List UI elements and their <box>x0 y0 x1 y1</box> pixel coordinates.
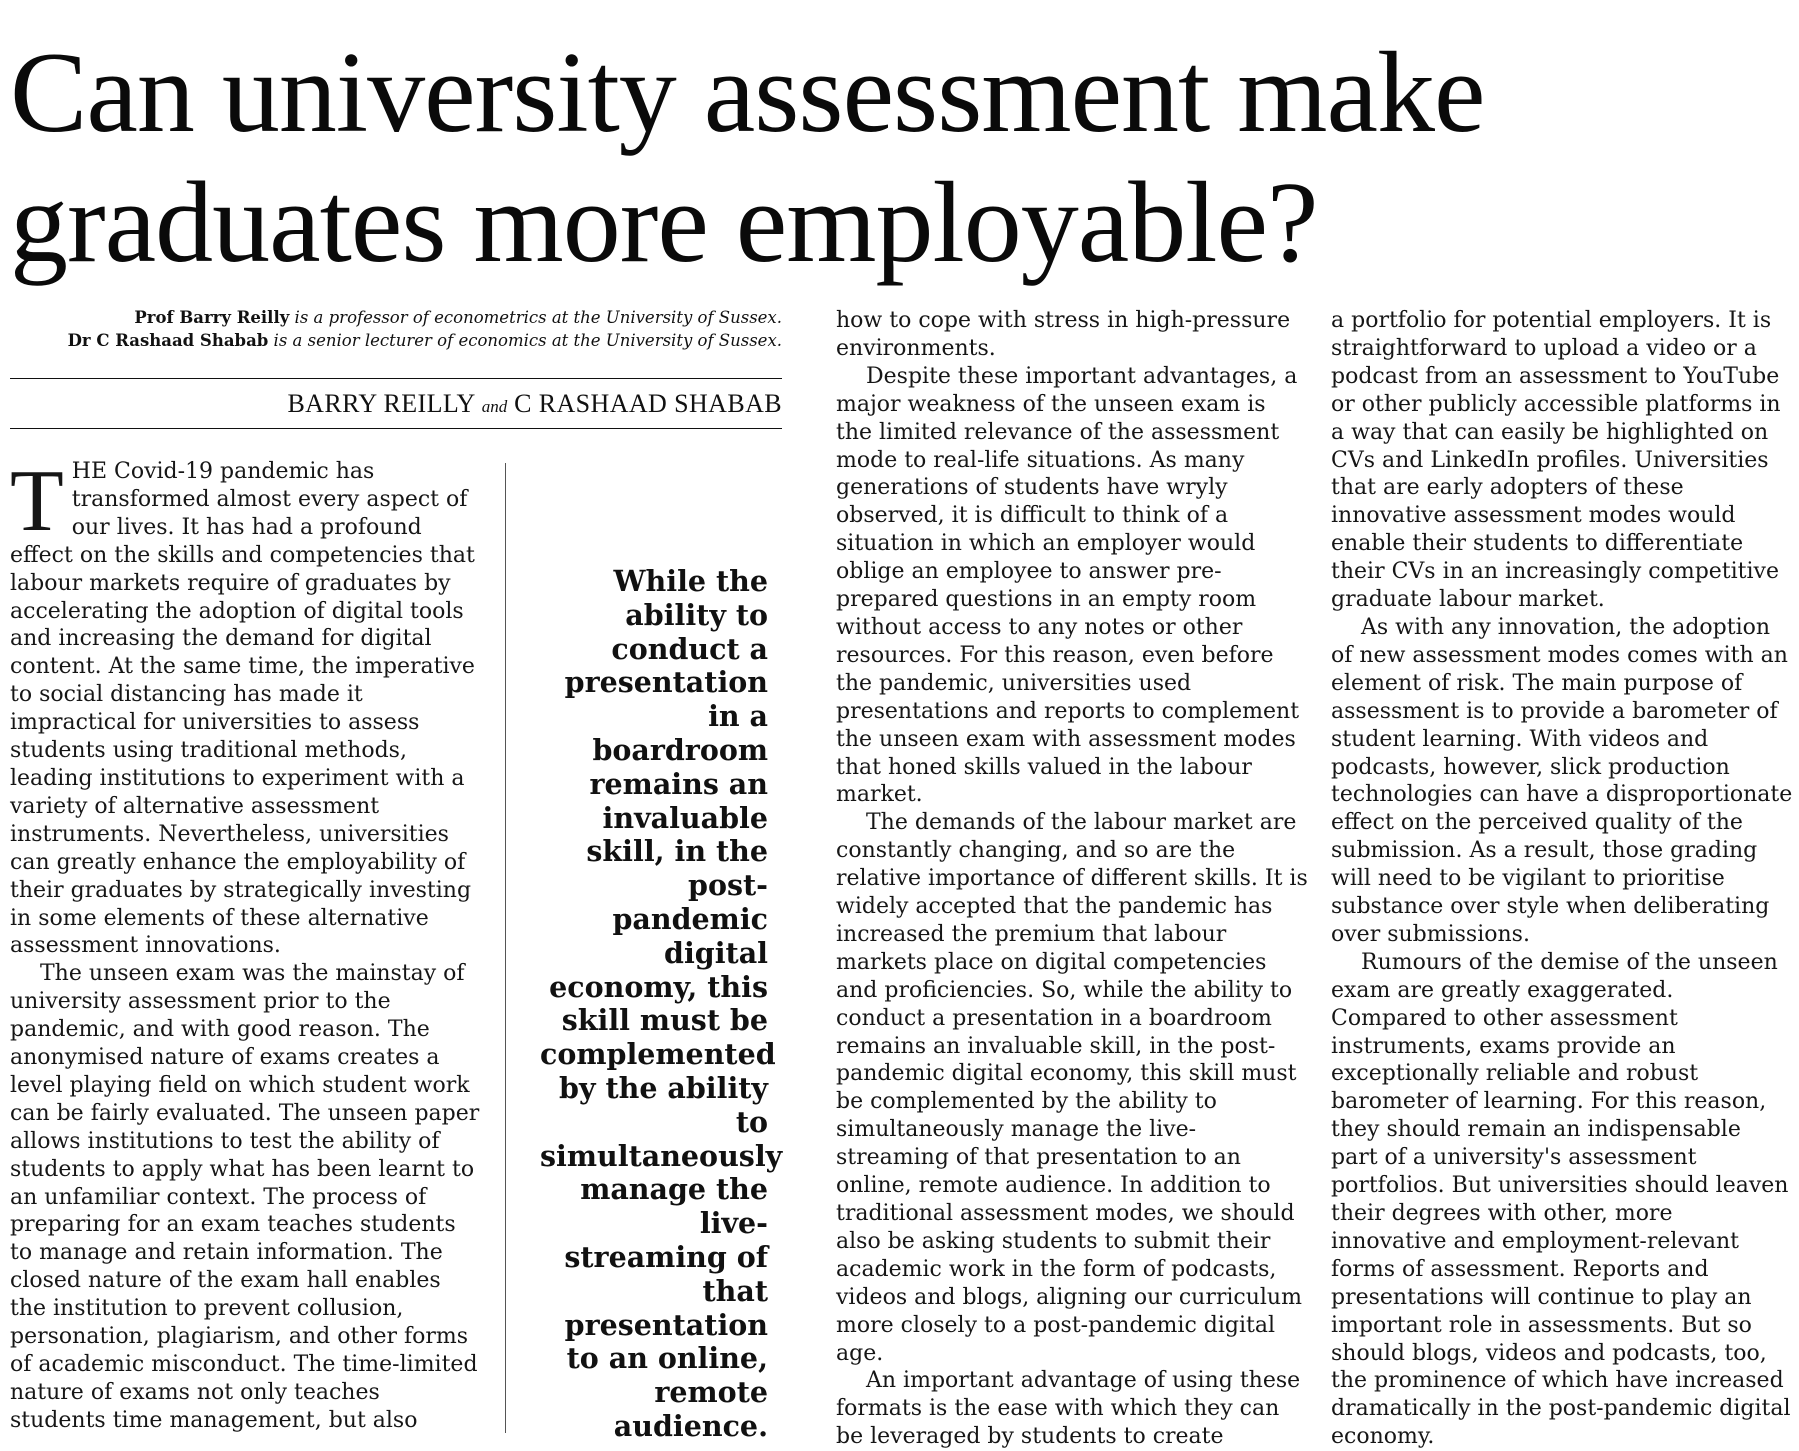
author-bio-description: is a senior lecturer of economics at the University of Sussex. <box>268 331 782 350</box>
author-bios <box>10 306 782 352</box>
byline-author-1: BARRY REILLY <box>287 389 475 418</box>
article-paragraph: Rumours of the demise of the unseen exam are greatly exaggerated. Compared to other assessment instruments, exams provide an exceptionally reliable and robust barometer of learning. For this reason, they should remain an indispensable part of a university's assessment portfolios. But universities should leaven their degrees with other, more innovative and employment-relevant forms of assessment. Reports and presentations will continue to play an important role in assessments. But so should blogs, videos and podcasts, too, the prominence of which have increased dramatically in the post-pandemic digital economy. <box>1331 949 1791 1450</box>
author-bio-1 <box>10 306 782 329</box>
article-paragraph: a portfolio for potential employers. It is straightforward to upload a video or a podcast from an assessment to YouTube or other publicly accessible platforms in a way that can easily be highlighted on CVs and LinkedIn profiles. Universities that are early adopters of these innovative assessment modes would enable their students to differentiate their CVs in an increasingly competitive graduate labour market. <box>1331 308 1781 613</box>
author-bio-2 <box>10 329 782 352</box>
paragraph-text: HE Covid-19 pandemic has transformed almost every aspect of our lives. It has had a profound effect on the skills and competencies that labour markets require of graduates by accelerating the adoption of digital tools and increasing the demand for digital content. At the same time, the imperative to social distancing has made it impractical for universities to assess students using traditional methods, leading institutions to experiment with a variety of alternative assessment instruments. Nevertheless, universities can greatly enhance the employability of their graduates by strategically investing in some elements of these alternative assessment innovations. <box>10 459 475 959</box>
article-paragraph: An important advantage of using these formats is the ease with which they can be leveraged by students to create <box>836 1368 1301 1450</box>
article-paragraph <box>10 453 480 960</box>
headline: Can university assessment make graduates more employable? <box>10 29 1485 287</box>
article-paragraph: how to cope with stress in high-pressure environments. <box>836 308 1291 361</box>
byline-joiner: and <box>481 397 508 416</box>
article-paragraph: The unseen exam was the mainstay of university assessment prior to the pandemic, and with good reason. The anonymised nature of exams creates a level playing field on which student work can be fairly evaluated. The unseen paper allows institutions to test the ability of students to apply what has been learnt to an unfamiliar context. The process of preparing for an exam teaches students to manage and retain information. The closed nature of the exam hall enables the institution to prevent collusion, personation, plagiarism, and other forms of academic misconduct. The time-limited nature of exams not only teaches students time management, but also <box>10 961 480 1433</box>
drop-cap: T <box>10 453 64 550</box>
author-bio-name: Dr C Rashaad Shabab <box>67 331 269 350</box>
author-bio-description: is a professor of econometrics at the University of Sussex. <box>289 308 782 327</box>
column-divider <box>505 463 506 1433</box>
article-column-1 <box>10 453 480 1435</box>
article-paragraph: As with any innovation, the adoption of new assessment modes comes with an element of risk. The main purpose of assessment is to provide a barometer of student learning. With videos and podcasts, however, slick production technologies can have a disproportionate effect on the perceived quality of the submission. As a result, those grading will need to be vigilant to prioritise substance over style when deliberating over submissions. <box>1331 614 1793 947</box>
article-paragraph: Despite these important advantages, a major weakness of the unseen exam is the limited relevance of the assessment mode to real-life situations. As many generations of students have wryly observed, it is difficult to think of a situation in which an employer would oblige an employee to answer pre-prepared questions in an empty room without access to any notes or other resources. For this reason, even before the pandemic, universities used presentations and reports to complement the unseen exam with assessment modes that honed skills valued in the labour market. <box>836 363 1300 808</box>
article-paragraph: The demands of the labour market are constantly changing, and so are the relative importance of different skills. It is widely accepted that the pandemic has increased the premium that labour markets place on digital competencies and proficiencies. So, while the ability to conduct a presentation in a boardroom remains an invaluable skill, in the post-pandemic digital economy, this skill must be complemented by the ability to simultaneously manage the live-streaming of that presentation to an online, remote audience. In addition to traditional assessment modes, we should also be asking students to submit their academic work in the form of podcasts, videos and blogs, aligning our curriculum more closely to a post-pandemic digital age. <box>836 810 1308 1366</box>
byline <box>10 387 782 424</box>
author-bio-name: Prof Barry Reilly <box>134 308 290 327</box>
byline-author-2: C RASHAAD SHABAB <box>514 389 782 418</box>
byline-rule-bottom <box>10 428 782 429</box>
pull-quote: While the ability to conduct a presentation in a boardroom remains an invaluable skill, in the post-pandemic digital economy, this skill must be complemented by the ability to simultaneously manage the live-streaming of that presentation to an online, remote audience. <box>540 564 783 1443</box>
article-column-3 <box>1331 307 1793 1451</box>
byline-rule-top <box>10 378 782 379</box>
article-column-2 <box>836 307 1308 1451</box>
